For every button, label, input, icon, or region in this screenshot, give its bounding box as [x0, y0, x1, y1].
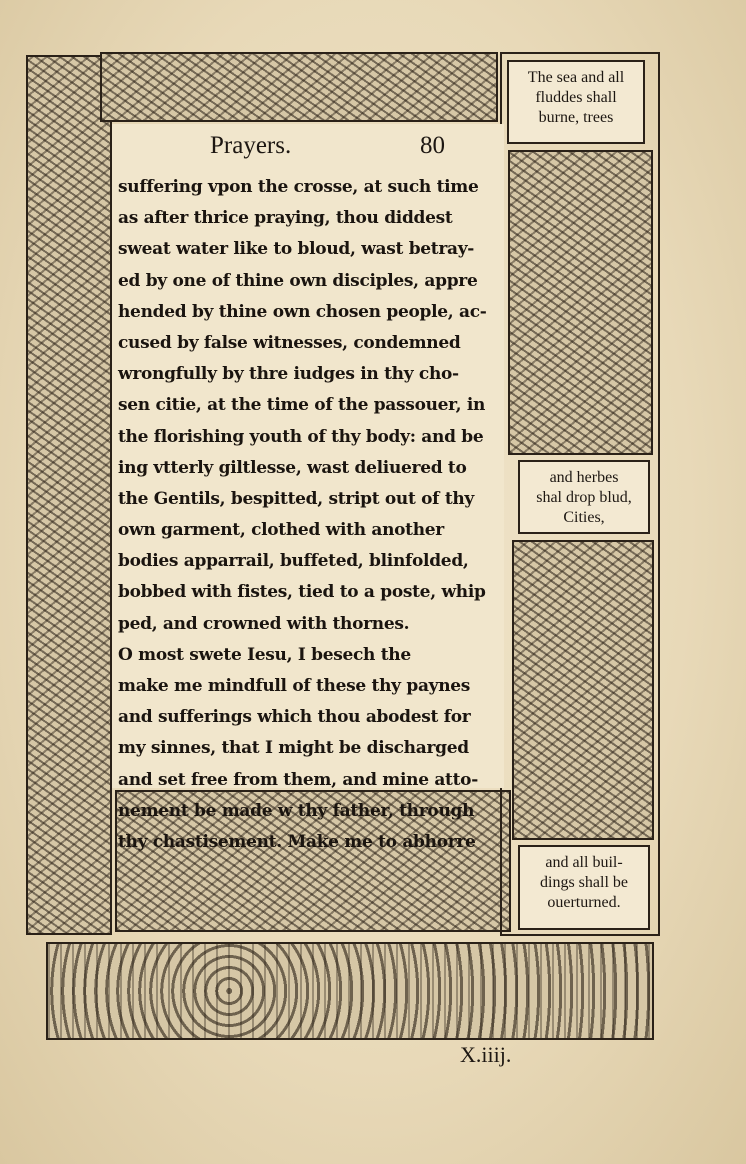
caption-line: shal drop blud, — [536, 489, 632, 506]
top-woodcut-band — [100, 52, 498, 122]
text-line: nement be made w thy father, through — [118, 800, 475, 821]
woodcut-burning-sea — [508, 150, 653, 455]
text-line: ing vtterly giltlesse, wast deliuered to — [118, 457, 467, 478]
bottom-ornamental-border — [46, 942, 654, 1040]
running-title: Prayers. — [210, 132, 292, 159]
text-line: ed by one of thine own disciples, appre — [118, 270, 478, 291]
text-line: sen citie, at the time of the passouer, in — [118, 395, 486, 416]
text-line: wrongfully by thre iudges in thy cho- — [118, 364, 459, 385]
folio-number: 80 — [420, 132, 445, 159]
page-header — [112, 132, 504, 166]
caption-line: burne, trees — [538, 109, 614, 126]
text-line: ped, and crowned with thornes. — [118, 613, 410, 634]
text-line: bobbed with fistes, tied to a poste, whip — [118, 582, 486, 603]
caption-middle — [518, 460, 650, 534]
signature-mark: X.iiij. — [460, 1042, 512, 1067]
text-line: make me mindfull of these thy paynes — [118, 676, 471, 696]
caption-bottom — [518, 845, 650, 930]
left-ornamental-border — [26, 55, 112, 935]
caption-line: fluddes shall — [535, 89, 617, 106]
caption-line: and all buil- — [545, 854, 623, 871]
caption-line: and herbes — [549, 469, 619, 486]
caption-line: Cities, — [563, 509, 605, 526]
woodcut-plants-dropping-blood — [512, 540, 654, 840]
text-line: hended by thine own chosen people, ac- — [118, 301, 487, 322]
text-line: as after thrice praying, thou diddest — [118, 208, 453, 229]
caption-line: The sea and all — [527, 69, 625, 86]
text-line: bodies apparrail, buffeted, blinfolded, — [118, 551, 469, 572]
prayer-text — [118, 172, 502, 858]
text-line: my sinnes, that I might be discharged — [118, 738, 469, 759]
text-line: sweat water like to bloud, wast betray- — [118, 239, 475, 260]
caption-line: ouerturned. — [547, 894, 621, 911]
text-line: the florishing youth of thy body: and be — [118, 426, 484, 447]
text-line: and sufferings which thou abodest for — [118, 707, 471, 728]
text-line: and set free from them, and mine atto- — [118, 769, 478, 790]
text-line: cused by false witnesses, condemned — [118, 332, 461, 353]
caption-line: dings shall be — [540, 874, 628, 891]
text-line: the Gentils, bespitted, stript out of thy — [118, 488, 475, 509]
text-line: O most swete Iesu, I besech the — [118, 644, 411, 665]
text-line: suffering vpon the crosse, at such time — [118, 177, 479, 197]
text-line: thy chastisement. Make me to abhorre — [118, 831, 476, 852]
text-line: own garment, clothed with another — [118, 520, 444, 541]
caption-top — [507, 60, 645, 144]
